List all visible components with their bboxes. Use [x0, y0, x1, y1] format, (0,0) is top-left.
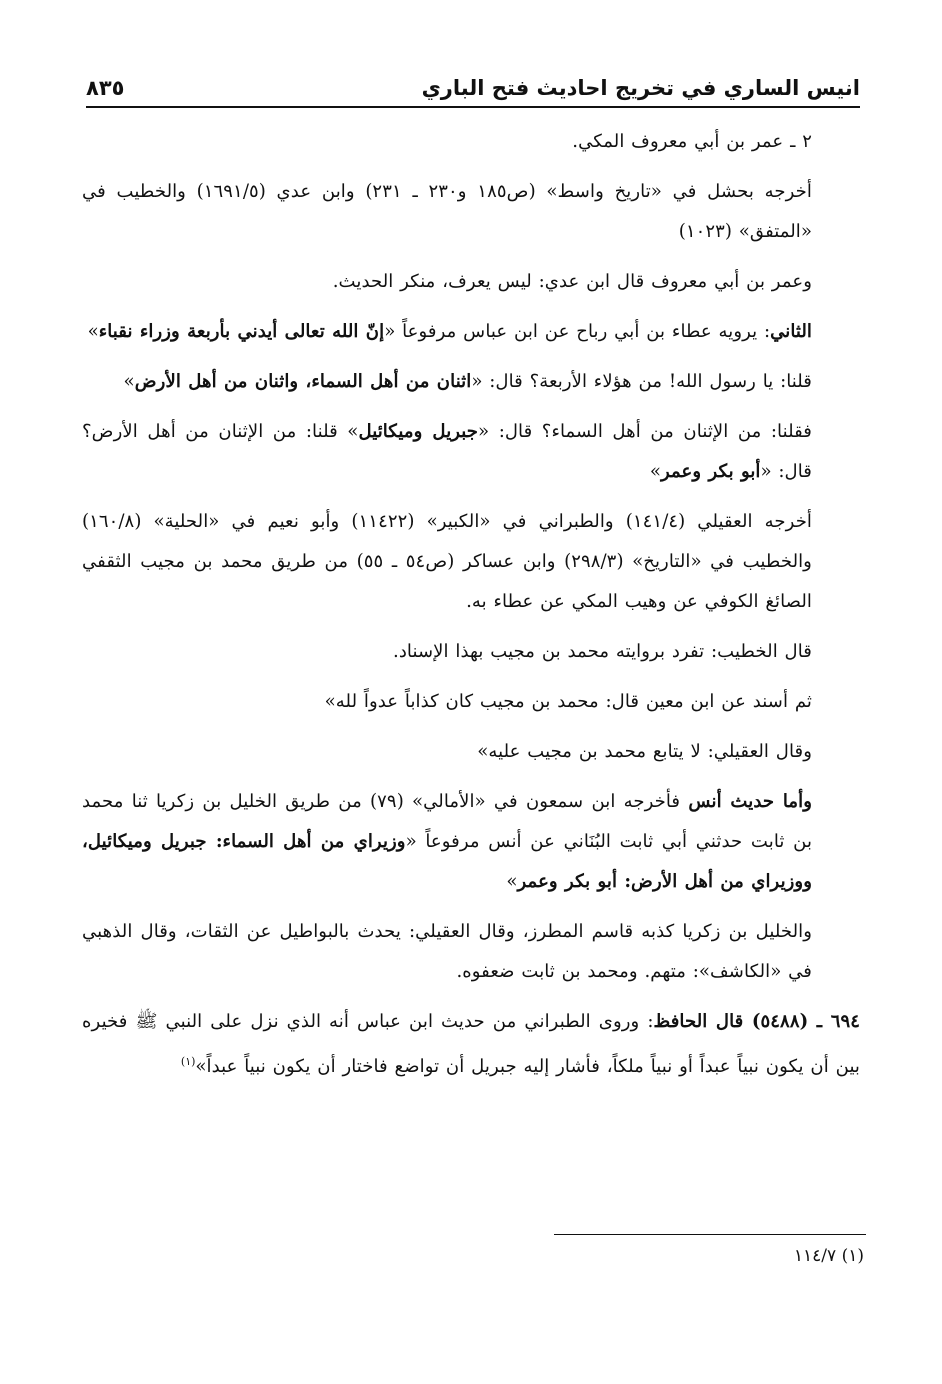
- paragraph-text: وقال العقيلي: لا يتابع محمد بن مجيب عليه»: [477, 741, 812, 762]
- paragraph-anas-hadith: [82, 782, 860, 902]
- paragraph-text: : يرويه عطاء بن أبي رباح عن ابن عباس مرفوعاً «: [384, 321, 771, 342]
- running-title: انيس الساري في تخريج احاديث فتح الباري: [421, 76, 860, 100]
- paragraph-uqayli: [82, 732, 860, 772]
- paragraph-entry-694: [82, 1002, 860, 1087]
- paragraph-text: أخرجه العقيلي (١٤١/٤) والطبراني في «الكبير» (١١٤٢٢) وأبو نعيم في «الحلية» (١٦٠/٨) والخطيب في «التاريخ» (٢٩٨/٣) وابن عساكر (ص٥٤ ـ ٥٥) من طريق محمد بن مجيب الثقفي الصائغ الكوفي عن وهيب المكي عن عطاء به.: [82, 511, 812, 612]
- paragraph-ibn-adi: [82, 262, 860, 302]
- paragraph-text: والخليل بن زكريا كذبه قاسم المطرز، وقال العقيلي: يحدث بالبواطيل عن الثقات، وقال الذهبي في «الكاشف»: متهم. ومحمد بن ثابت ضعفوه.: [82, 921, 812, 982]
- hadith-text: إنّ الله تعالى أيدني بأربعة وزراء نقباء: [98, 321, 385, 342]
- paragraph-text: عمر بن أبي معروف المكي.: [572, 131, 784, 152]
- paragraph-narrator-2: [82, 122, 860, 162]
- hadith-text: وزيراي من أهل السماء: جبريل وميكائيل، ووزيراي من أهل الأرض: أبو بكر وعمر: [82, 831, 812, 892]
- page-body: [82, 122, 860, 1097]
- paragraph-ibn-maeen: [82, 682, 860, 722]
- hadith-text: جبريل وميكائيل: [358, 421, 479, 442]
- quote-close: »: [649, 461, 661, 482]
- paragraph-text: وعمر بن أبي معروف قال ابن عدي: ليس يعرف، منكر الحديث.: [332, 271, 812, 292]
- paragraph-khatib: [82, 632, 860, 672]
- footnote: (١) ١١٤/٧: [793, 1246, 864, 1266]
- paragraph-lead: وأما حديث أنس: [688, 791, 813, 812]
- page-header: [86, 62, 860, 108]
- paragraph-text: : وروى الطبراني من حديث ابن عباس أنه الذي نزل على النبي ﷺ فخيره بين أن يكون نبياً عبداً أو نبياً ملكاً، فأشار إليه جبريل أن تواضع فاختار أن يكون نبياً عبداً»: [82, 1011, 860, 1078]
- footnote-divider: [554, 1234, 866, 1235]
- paragraph-question-1: [82, 362, 860, 402]
- entry-heading: ٦٩٤ ـ (٥٤٨٨) قال الحافظ: [653, 1011, 860, 1032]
- paragraph-text: قال الخطيب: تفرد بروايته محمد بن مجيب بهذا الإسناد.: [393, 641, 812, 662]
- quote-close: »: [506, 871, 518, 892]
- paragraph-text: فقلنا: من الإثنان من أهل السماء؟ قال: «: [478, 421, 813, 442]
- hadith-text: اثنان من أهل السماء، واثنان من أهل الأرض: [134, 371, 472, 392]
- item-number: ٢ ـ: [790, 131, 812, 152]
- paragraph-question-2: [82, 412, 860, 492]
- quote-close: »: [87, 321, 99, 342]
- paragraph-text-mid: » قلنا: من الإثنان من أهل الأرض؟ قال: «: [82, 421, 812, 482]
- footnote-marker: (١): [180, 1055, 196, 1068]
- paragraph-khalil: [82, 912, 860, 992]
- paragraph-lead: الثاني: [770, 321, 812, 342]
- paragraph-takhrij-1: [82, 172, 860, 252]
- paragraph-text: ثم أسند عن ابن معين قال: محمد بن مجيب كان كذاباً عدواً لله»: [324, 691, 812, 712]
- hadith-text-2: أبو بكر وعمر: [660, 461, 761, 482]
- page-number: ٨٣٥: [86, 76, 125, 100]
- paragraph-text: فأخرجه ابن سمعون في «الأمالي» (٧٩) من طريق الخليل بن زكريا ثنا محمد بن ثابت حدثني أبي ثابت البُنَاني عن أنس مرفوعاً «: [82, 791, 813, 852]
- paragraph-text: أخرجه بحشل في «تاريخ واسط» (ص١٨٥ و٢٣٠ ـ ٢٣١) وابن عدي (١٦٩١/٥) والخطيب في «المتفق» (١٠٢٣): [82, 181, 812, 242]
- paragraph-text: قلنا: يا رسول الله! من هؤلاء الأربعة؟ قال: «: [471, 371, 812, 392]
- quote-close: »: [123, 371, 135, 392]
- paragraph-takhrij-2: [82, 502, 860, 622]
- paragraph-second-route: [82, 312, 860, 352]
